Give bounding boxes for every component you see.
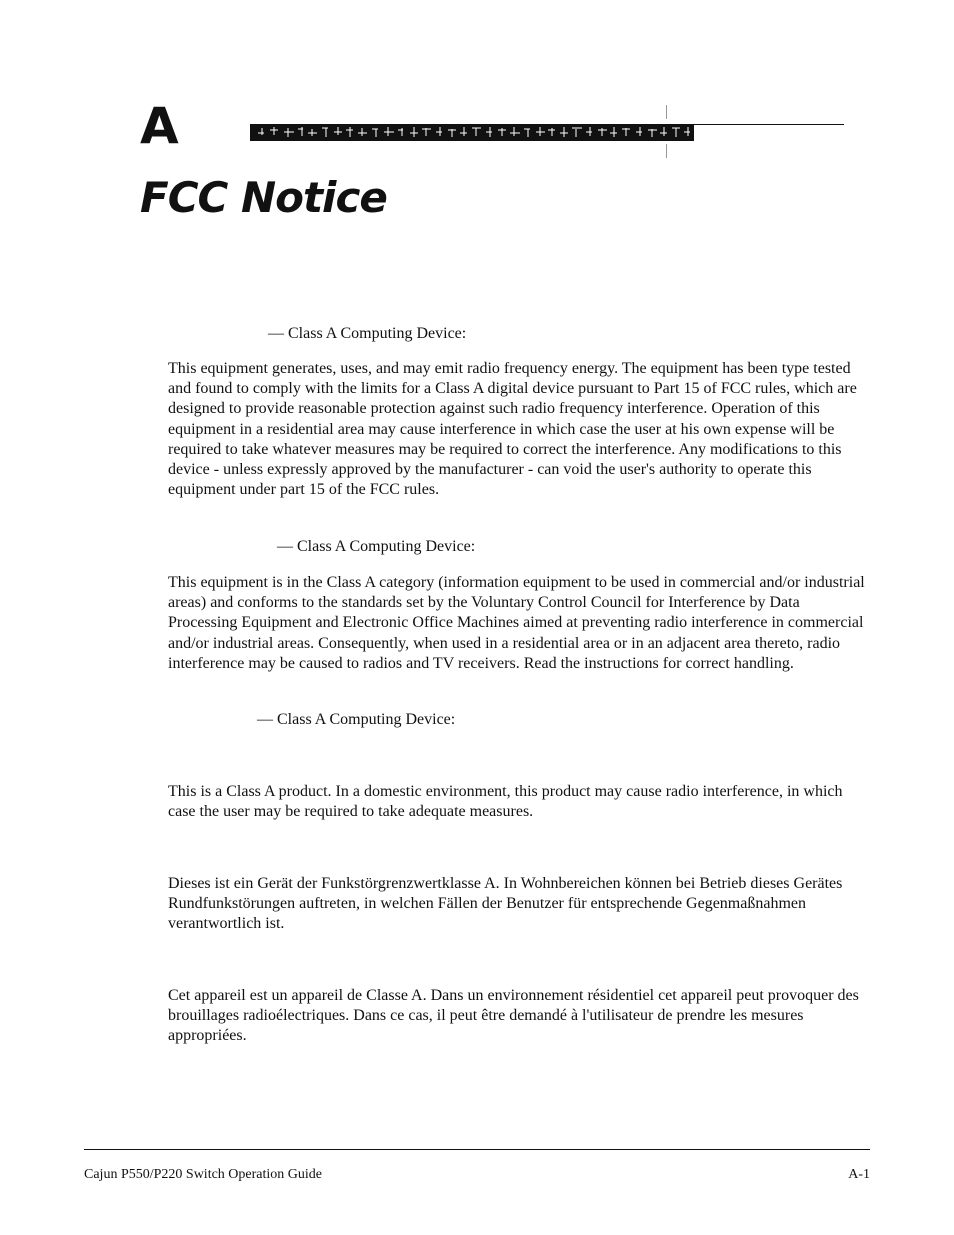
footer-guide-title: Cajun P550/P220 Switch Operation Guide bbox=[84, 1167, 322, 1182]
french-notice-paragraph: Cet appareil est un appareil de Classe A. Dans un environnement résidentiel cet appareil peut provoquer des brouillages radioélectriques. Dans ce cas, il peut être demandé à l'utilisateur de prendre les mesures appropriées. bbox=[168, 987, 859, 1045]
header-tick-bottom bbox=[666, 144, 667, 158]
header-tick-top bbox=[666, 105, 667, 119]
german-notice-paragraph: Dieses ist ein Gerät der Funkstörgrenzwertklasse A. In Wohnbereichen können bei Betrieb dieses Gerätes Rundfunkstörungen auftreten, in welchen Fällen der Benutzer für entsprechende Gegenmaßnahmen verantwortlich ist. bbox=[168, 875, 843, 933]
footer-rule bbox=[84, 1149, 870, 1150]
footer-page-number: A-1 bbox=[848, 1167, 870, 1182]
page-title: FCC Notice bbox=[140, 173, 387, 222]
header-decorative-bar bbox=[250, 124, 694, 141]
section-heading: — Class A Computing Device: bbox=[268, 325, 467, 342]
vcci-notice-paragraph: This equipment is in the Class A category (information equipment to be used in commercial and/or industrial areas) and conforms to the standards set by the Voluntary Control Council for Interference by Data Processing Equipment and Electronic Office Machines aimed at preventing radio interference in commercial and/or industrial areas. Consequently, when used in a residential area or in an adjacent area thereto, radio interference may be caused to radios and TV receivers. Read the instructions for correct handling. bbox=[168, 574, 865, 672]
section-heading: — Class A Computing Device: bbox=[277, 538, 476, 555]
section-heading: — Class A Computing Device: bbox=[257, 711, 456, 728]
english-notice-paragraph: This is a Class A product. In a domestic environment, this product may cause radio interference, in which case the user may be required to take adequate measures. bbox=[168, 783, 843, 821]
fcc-notice-paragraph: This equipment generates, uses, and may emit radio frequency energy. The equipment has been type tested and found to comply with the limits for a Class A digital device pursuant to Part 15 of FCC rules, which are designed to provide reasonable protection against such radio frequency interference. Operation of this equipment in a residential area may cause interference in which case the user at his own expense will be required to take whatever measures may be required to correct the interference. Any modifications to this device - unless expressly approved by the manufacturer - can void the user's authority to operate this equipment under part 15 of the FCC rules. bbox=[168, 360, 857, 499]
chapter-letter: A bbox=[140, 97, 179, 155]
